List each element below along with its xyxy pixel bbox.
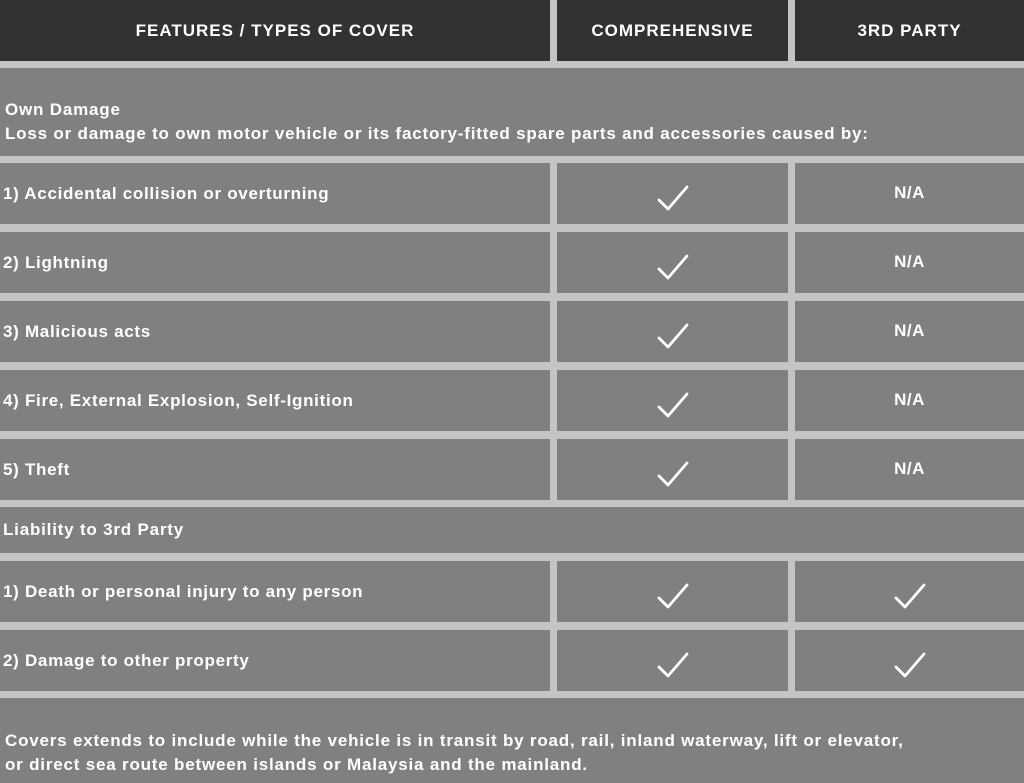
check-icon	[656, 321, 690, 351]
cell-comprehensive	[557, 370, 788, 431]
check-icon	[656, 581, 690, 611]
cell-third-party	[795, 301, 1024, 362]
cell-comprehensive	[557, 301, 788, 362]
footer-line-2: or direct sea route between islands or Malaysia and the mainland.	[5, 755, 588, 774]
row-label: 1) Death or personal injury to any person	[0, 561, 550, 622]
cell-third-party	[795, 232, 1024, 293]
row-label: 3) Malicious acts	[0, 301, 550, 362]
check-icon	[656, 390, 690, 420]
cell-third-party	[795, 561, 1024, 622]
cell-third-party	[795, 630, 1024, 691]
row-label: 1) Accidental collision or overturning	[0, 163, 550, 224]
header-features	[0, 0, 550, 61]
check-icon	[656, 650, 690, 680]
row-label: 4) Fire, External Explosion, Self-Ignition	[0, 370, 550, 431]
liability-section	[0, 507, 1024, 553]
cell-third-party	[795, 163, 1024, 224]
check-icon	[893, 581, 927, 611]
row-label: 5) Theft	[0, 439, 550, 500]
footer-note	[0, 698, 1024, 783]
header-third-party	[795, 0, 1024, 61]
not-applicable-text: N/A	[894, 251, 925, 271]
row-label: 2) Damage to other property	[0, 630, 550, 691]
not-applicable-text: N/A	[894, 458, 925, 478]
check-icon	[656, 183, 690, 213]
header-third-party-label: 3RD PARTY	[857, 20, 962, 40]
liability-title: Liability to 3rd Party	[3, 520, 185, 539]
own-damage-section	[0, 68, 1024, 156]
cell-comprehensive	[557, 439, 788, 500]
header-features-label: FEATURES / TYPES OF COVER	[135, 20, 415, 40]
row-label: 2) Lightning	[0, 232, 550, 293]
check-icon	[656, 459, 690, 489]
not-applicable-text: N/A	[894, 320, 925, 340]
not-applicable-text: N/A	[894, 389, 925, 409]
not-applicable-text: N/A	[894, 182, 925, 202]
header-comprehensive-label: COMPREHENSIVE	[591, 20, 754, 40]
check-icon	[656, 252, 690, 282]
cell-comprehensive	[557, 163, 788, 224]
cell-third-party	[795, 439, 1024, 500]
header-comprehensive	[557, 0, 788, 61]
own-damage-description: Loss or damage to own motor vehicle or its factory-fitted spare parts and accessories caused by:	[5, 124, 869, 143]
cell-comprehensive	[557, 561, 788, 622]
cell-comprehensive	[557, 232, 788, 293]
check-icon	[893, 650, 927, 680]
own-damage-title: Own Damage	[5, 100, 121, 119]
footer-line-1: Covers extends to include while the vehicle is in transit by road, rail, inland waterway, lift or elevator,	[5, 731, 904, 750]
cell-comprehensive	[557, 630, 788, 691]
cell-third-party	[795, 370, 1024, 431]
